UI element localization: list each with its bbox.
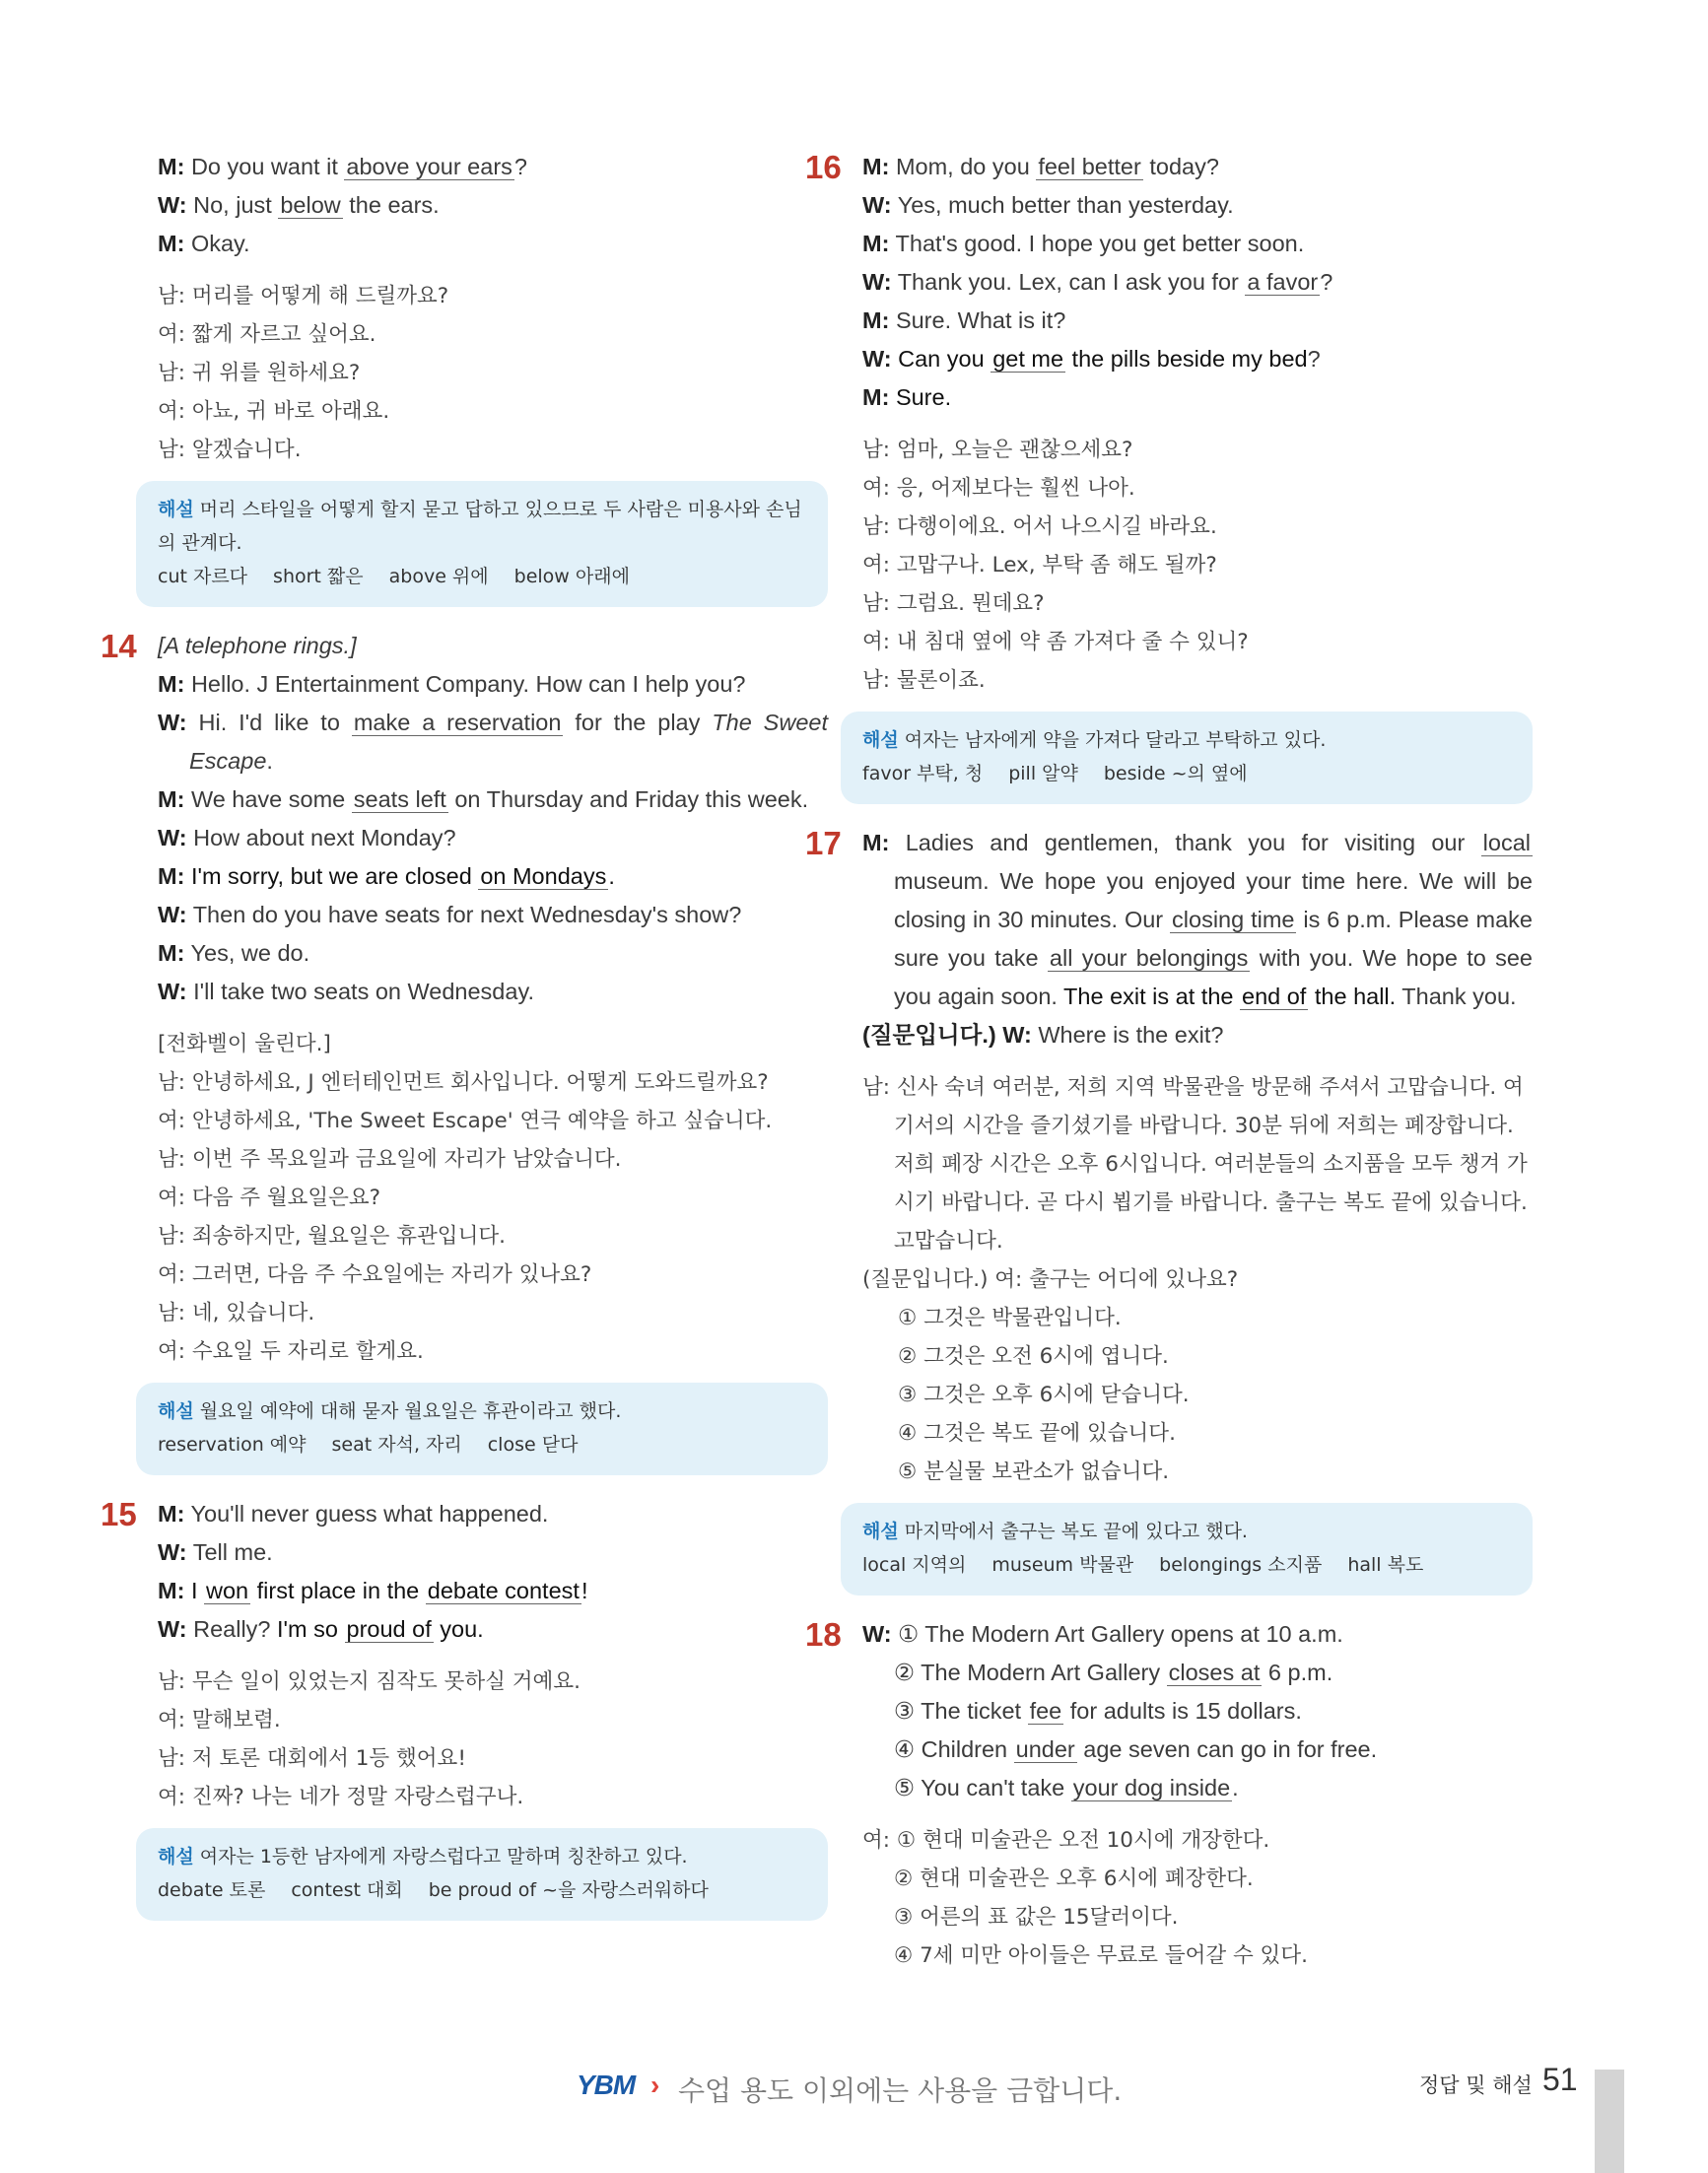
dialogue-text: 6 p.m. [1262, 1660, 1333, 1685]
vocab-item: pill 알약 [1008, 763, 1078, 784]
dialogue-text: Hi. I'd like to [198, 710, 352, 735]
explanation-body: 여자는 1등한 남자에게 자랑스럽다고 말하며 칭찬하고 있다. [199, 1846, 688, 1867]
explanation-box [841, 1503, 1533, 1596]
translation-paragraph: 남: 신사 숙녀 여러분, 저희 지역 박물관을 방문해 주셔서 고맙습니다. 여기서의 시간을 즐기셨기를 바랍니다. 30분 뒤에 저희는 폐장합니다. 저희 폐장 시간은 오후 6시입니다. 여러분들의 소지품을 모두 챙겨 가시기 바랍니다. 곧 다시 뵙기를 바랍니다. 출구는 복도 끝에 있습니다. 고맙습니다. [862, 1075, 1528, 1254]
dialogue-text: museum. We hope you enjoyed your time here. We will be closing in 30 minutes. Our [894, 868, 1533, 932]
vocab-item: seat 자석, 자리 [331, 1434, 462, 1456]
translation-line: 남: 이번 주 목요일과 금요일에 자리가 남았습니다. [158, 1147, 622, 1172]
stage-direction: [A telephone rings.] [158, 633, 357, 658]
dialogue-text: No, just [193, 192, 279, 218]
explanation-text [862, 723, 1509, 757]
usage-notice: 수업 용도 이외에는 사용을 금합니다. [678, 2074, 1123, 2107]
translation-line: 남: 그럼요. 뭔데요? [862, 591, 1045, 616]
answer-blank: get me [992, 346, 1064, 372]
translation-line: 여: 아뇨, 귀 바로 아래요. [158, 399, 390, 424]
dialogue-line [158, 225, 828, 263]
section-label: 정답 및 해설 [1419, 2073, 1533, 2097]
question-14 [101, 627, 828, 1475]
dialogue-text: Yes, we do. [190, 940, 310, 966]
dialogue-text: Really? [193, 1616, 278, 1642]
key-sentence: The exit is at the [1063, 984, 1240, 1009]
translation-line: 남: 물론이죠. [862, 668, 986, 693]
explanation-tag: 해설 [862, 1521, 899, 1542]
dialogue-text: I'll take two seats on Wednesday. [193, 979, 534, 1004]
dialogue-text: How about next Monday? [193, 825, 456, 850]
dialogue-line [158, 1495, 828, 1533]
dialogue-text: ? [1307, 346, 1321, 372]
answer-blank: above your ears [346, 154, 512, 179]
translation-line: ④ 7세 미만 아이들은 무료로 들어갈 수 있다. [894, 1943, 1308, 1968]
dialogue-line [158, 819, 828, 857]
dialogue-line [862, 302, 1533, 340]
translation-line: 남: 귀 위를 원하세요? [158, 361, 361, 385]
answer-blank: under [1015, 1736, 1075, 1762]
explanation-text [158, 1840, 804, 1873]
vocab-item: museum 박물관 [991, 1554, 1134, 1576]
dialogue-line [862, 1731, 1533, 1769]
key-sentence: the hall. [1308, 984, 1397, 1009]
dialogue-line [158, 1572, 828, 1610]
translation-line: 여: 짧게 자르고 싶어요. [158, 322, 376, 347]
translation-question: (질문입니다.) 여: 출구는 어디에 있나요? [862, 1267, 1239, 1292]
speaker-label: W: [158, 979, 187, 1004]
explanation-box [136, 481, 828, 607]
translation-line: 여: 응, 어제보다는 훨씬 나아. [862, 476, 1135, 501]
question-number: 17 [805, 825, 842, 861]
dialogue-text: age seven can go in for free. [1076, 1736, 1378, 1762]
speaker-label: M: [862, 307, 890, 333]
speaker-label: M: [158, 154, 185, 179]
key-sentence: Can you [898, 346, 991, 372]
key-sentence: I'm so [277, 1616, 345, 1642]
dialogue-text: today? [1142, 154, 1219, 179]
dialogue-text: ? [1320, 269, 1333, 295]
answer-blank: feel better [1038, 154, 1141, 179]
dialogue-text: ③ The ticket [894, 1698, 1028, 1724]
dialogue-text: ? [513, 154, 527, 179]
translation-line: 남: 엄마, 오늘은 괜찮으세요? [862, 438, 1133, 462]
vocab-item: belongings 소지품 [1159, 1554, 1323, 1576]
translation-line: 여: 진짜? 나는 네가 정말 자랑스럽구나. [158, 1785, 524, 1809]
dialogue-text: for adults is 15 dollars. [1063, 1698, 1302, 1724]
question-line [862, 1016, 1533, 1054]
translation-line: ② 현대 미술관은 오후 6시에 폐장한다. [894, 1867, 1254, 1891]
speaker-label: W: [158, 1539, 187, 1565]
translation-line: 남: 죄송하지만, 월요일은 휴관입니다. [158, 1224, 506, 1249]
dialogue-text: for the play [563, 710, 713, 735]
spacer [862, 1054, 1533, 1068]
speaker-label: W: [862, 1621, 892, 1647]
speaker-label: M: [862, 231, 890, 256]
speaker-label: M: [158, 671, 185, 697]
vocab-item: reservation 예약 [158, 1434, 307, 1456]
ybm-logo: YBM [577, 2070, 636, 2100]
vocab-item: debate 토론 [158, 1879, 266, 1901]
key-sentence: Sure. [895, 384, 952, 410]
vocab-item: favor 부탁, 청 [862, 763, 984, 784]
translation-line: ① 그것은 박물관입니다. [898, 1306, 1122, 1330]
answer-blank: seats left [353, 786, 446, 812]
dialogue-text: Sure. What is it? [895, 307, 1066, 333]
right-column [805, 148, 1533, 1975]
key-sentence: . [608, 863, 615, 889]
vocab-list [862, 757, 1509, 790]
explanation-body: 머리 스타일을 어떻게 할지 묻고 답하고 있으므로 두 사람은 미용사와 손님의 관계다. [158, 499, 802, 554]
question-15 [101, 1495, 828, 1921]
answer-blank: won [206, 1578, 249, 1603]
translation-line: ③ 어른의 표 값은 15달러이다. [894, 1905, 1179, 1930]
vocab-item: below 아래에 [513, 566, 630, 587]
translation-line: 여: 그러면, 다음 주 수요일에는 자리가 있나요? [158, 1262, 592, 1287]
translation-line: 여: 말해보렴. [158, 1708, 281, 1732]
key-sentence: you. [433, 1616, 484, 1642]
dialogue-line [158, 186, 828, 225]
speaker-label: M: [158, 786, 185, 812]
explanation-text [862, 1515, 1509, 1548]
question-16 [805, 148, 1533, 804]
speaker-label: M: [158, 863, 185, 889]
dialogue-line [158, 857, 828, 896]
dialogue-text: the ears. [342, 192, 440, 218]
title-italic: The Sweet Escape [189, 710, 828, 774]
translation-line: 남: 무슨 일이 있었는지 짐작도 못하실 거예요. [158, 1669, 581, 1694]
dialogue-text: Thank you. [1396, 984, 1517, 1009]
dialogue-text: with you. We hope to see you again soon. [894, 945, 1533, 1009]
answer-blank: all your belongings [1049, 945, 1249, 971]
dialogue-text: . [1232, 1775, 1239, 1800]
spacer [862, 1807, 1533, 1821]
dialogue-line [862, 824, 1533, 1016]
question-text: Where is the exit? [1038, 1022, 1224, 1048]
dialogue-text: You'll never guess what happened. [190, 1501, 549, 1527]
speaker-label: M: [158, 1501, 185, 1527]
speaker-label: W: [862, 346, 892, 372]
translation-line: 여: 내 침대 옆에 약 좀 가져다 줄 수 있니? [862, 630, 1249, 654]
vocab-item: cut 자르다 [158, 566, 248, 587]
answer-blank: your dog inside [1072, 1775, 1231, 1800]
speaker-label: M: [158, 231, 185, 256]
translation-line: ⑤ 분실물 보관소가 없습니다. [898, 1460, 1170, 1484]
dialogue-line [862, 148, 1533, 186]
spacer [158, 1649, 828, 1663]
left-column [101, 148, 828, 1940]
translation-line: 남: 저 토론 대회에서 1등 했어요! [158, 1746, 466, 1771]
dialogue-text: is 6 p.m. Please make sure you take [894, 907, 1533, 971]
explanation-text [158, 493, 804, 560]
chevron-right-icon: › [650, 2070, 660, 2100]
answer-blank: end of [1242, 984, 1307, 1009]
spacer [158, 1011, 828, 1025]
translation-line: 남: 머리를 어떻게 해 드릴까요? [158, 284, 449, 308]
answer-blank: closes at [1168, 1660, 1261, 1685]
dialogue-line [862, 1769, 1533, 1807]
explanation-box [136, 1383, 828, 1475]
question-label: (질문입니다.) [862, 1022, 996, 1048]
dialogue-text: on Thursday and Friday this week. [447, 786, 809, 812]
question-number: 15 [101, 1496, 137, 1532]
speaker-label: M: [158, 940, 185, 966]
translation-line: 여: 수요일 두 자리로 할게요. [158, 1339, 424, 1364]
answer-blank: closing time [1172, 907, 1295, 932]
answer-blank: make a reservation [353, 710, 562, 735]
dialogue-line [158, 665, 828, 704]
spacer [862, 417, 1533, 431]
speaker-label: M: [862, 384, 890, 410]
explanation-box [136, 1828, 828, 1921]
vocab-list [158, 1873, 804, 1907]
explanation-text [158, 1394, 804, 1428]
speaker-label: M: [158, 1578, 185, 1603]
answer-blank: fee [1029, 1698, 1062, 1724]
speaker-label: W: [862, 192, 892, 218]
speaker-label: W: [862, 269, 892, 295]
dialogue-line [158, 896, 828, 934]
vocab-item: hall 복도 [1347, 1554, 1424, 1576]
explanation-tag: 해설 [158, 1846, 194, 1867]
dialogue-text: ② The Modern Art Gallery [894, 1660, 1167, 1685]
dialogue-line [862, 225, 1533, 263]
dialogue-text: Thank you. Lex, can I ask you for [897, 269, 1246, 295]
translation-line: ③ 그것은 오후 6시에 닫습니다. [898, 1383, 1190, 1407]
dialogue-line [158, 934, 828, 973]
question-number: 18 [805, 1616, 842, 1653]
speaker-label: W: [1002, 1022, 1032, 1048]
explanation-tag: 해설 [862, 729, 899, 751]
dialogue-line [158, 973, 828, 1011]
dialogue-line [862, 1654, 1533, 1692]
dialogue-line [862, 1615, 1533, 1654]
dialogue-text: Ladies and gentlemen, thank you for visiting our [905, 830, 1481, 855]
key-sentence: I'm sorry, but we are closed [190, 863, 479, 889]
question-number: 16 [805, 149, 842, 185]
translation-line: 남: 네, 있습니다. [158, 1301, 315, 1325]
vocab-item: be proud of ~을 자랑스러워하다 [428, 1879, 709, 1901]
explanation-body: 마지막에서 출구는 복도 끝에 있다고 했다. [904, 1521, 1248, 1542]
vocab-item: beside ~의 옆에 [1103, 763, 1248, 784]
dialogue-text: That's good. I hope you get better soon. [895, 231, 1305, 256]
answer-blank: a favor [1247, 269, 1319, 295]
dialogue-line [158, 148, 828, 186]
dialogue-line [158, 704, 828, 781]
vocab-list [862, 1548, 1509, 1582]
translation-line: 남: 안녕하세요, J 엔터테인먼트 회사입니다. 어떻게 도와드릴까요? [158, 1070, 769, 1095]
dialogue-text: ① The Modern Art Gallery opens at 10 a.m. [898, 1621, 1343, 1647]
dialogue-text: Hello. J Entertainment Company. How can I help you? [190, 671, 746, 697]
speaker-label: W: [158, 825, 187, 850]
answer-blank: debate contest [427, 1578, 580, 1603]
question-17 [805, 824, 1533, 1596]
dialogue-line [862, 186, 1533, 225]
speaker-label: W: [158, 192, 187, 218]
spacer [158, 263, 828, 277]
dialogue-text: Okay. [190, 231, 250, 256]
explanation-tag: 해설 [158, 1400, 194, 1422]
explanation-tag: 해설 [158, 499, 194, 520]
dialogue-line [862, 263, 1533, 302]
dialogue-line [862, 1692, 1533, 1731]
dialogue-line [862, 378, 1533, 417]
key-sentence: I [190, 1578, 204, 1603]
explanation-body: 월요일 예약에 대해 묻자 월요일은 휴관이라고 했다. [199, 1400, 622, 1422]
page-number: 51 [1542, 2062, 1578, 2097]
vocab-list [158, 1428, 804, 1461]
vocab-item: above 위에 [388, 566, 489, 587]
dialogue-line [158, 1610, 828, 1649]
translation-line: ② 그것은 오전 6시에 엽니다. [898, 1344, 1169, 1369]
question-number: 14 [101, 628, 137, 664]
speaker-label: W: [158, 710, 187, 735]
dialogue-text: Yes, much better than yesterday. [897, 192, 1234, 218]
answer-blank: local [1482, 830, 1531, 855]
dialogue-text: ④ Children [894, 1736, 1014, 1762]
key-sentence: ! [581, 1578, 588, 1603]
answer-blank: below [280, 192, 341, 218]
explanation-body: 여자는 남자에게 약을 가져다 달라고 부탁하고 있다. [904, 729, 1327, 751]
dialogue-line [862, 340, 1533, 378]
vocab-item: local 지역의 [862, 1554, 967, 1576]
translation-line: 남: 알겠습니다. [158, 438, 302, 462]
translation-line: [전화벨이 울린다.] [158, 1032, 331, 1056]
translation-line: 여: 안녕하세요, 'The Sweet Escape' 연극 예약을 하고 싶습니다. [158, 1109, 773, 1133]
dialogue-line [158, 1533, 828, 1572]
answer-blank: proud of [346, 1616, 432, 1642]
dialogue-text: Mom, do you [895, 154, 1037, 179]
dialogue-text: Then do you have seats for next Wednesday's show? [192, 902, 742, 927]
dialogue-text: ⑤ You can't take [894, 1775, 1071, 1800]
speaker-label: W: [158, 902, 187, 927]
translation-line: 여: ① 현대 미술관은 오전 10시에 개장한다. [862, 1828, 1270, 1853]
vocab-item: contest 대회 [291, 1879, 403, 1901]
vocab-list [158, 560, 804, 593]
speaker-label: M: [862, 154, 890, 179]
key-sentence: the pills beside my bed [1065, 346, 1308, 372]
page-edge-tab [1595, 2070, 1624, 2173]
question-18 [805, 1615, 1533, 1975]
vocab-item: close 닫다 [487, 1434, 579, 1456]
answer-blank: on Mondays [480, 863, 607, 889]
vocab-item: short 짧은 [273, 566, 364, 587]
dialogue-text: Do you want it [190, 154, 345, 179]
key-sentence: first place in the [250, 1578, 426, 1603]
speaker-label: W: [158, 1616, 187, 1642]
translation-line: 여: 다음 주 월요일은요? [158, 1186, 381, 1210]
dialogue-text: Tell me. [192, 1539, 273, 1565]
dialogue-text: . [266, 748, 273, 774]
translation-line: 여: 고맙구나. Lex, 부탁 좀 해도 될까? [862, 553, 1217, 577]
translation-line: 남: 다행이에요. 어서 나으시길 바라요. [862, 514, 1217, 539]
speaker-label: M: [862, 830, 890, 855]
dialogue-line [158, 781, 828, 819]
explanation-box [841, 712, 1533, 804]
translation-line: ④ 그것은 복도 끝에 있습니다. [898, 1421, 1176, 1446]
dialogue-text: We have some [190, 786, 352, 812]
